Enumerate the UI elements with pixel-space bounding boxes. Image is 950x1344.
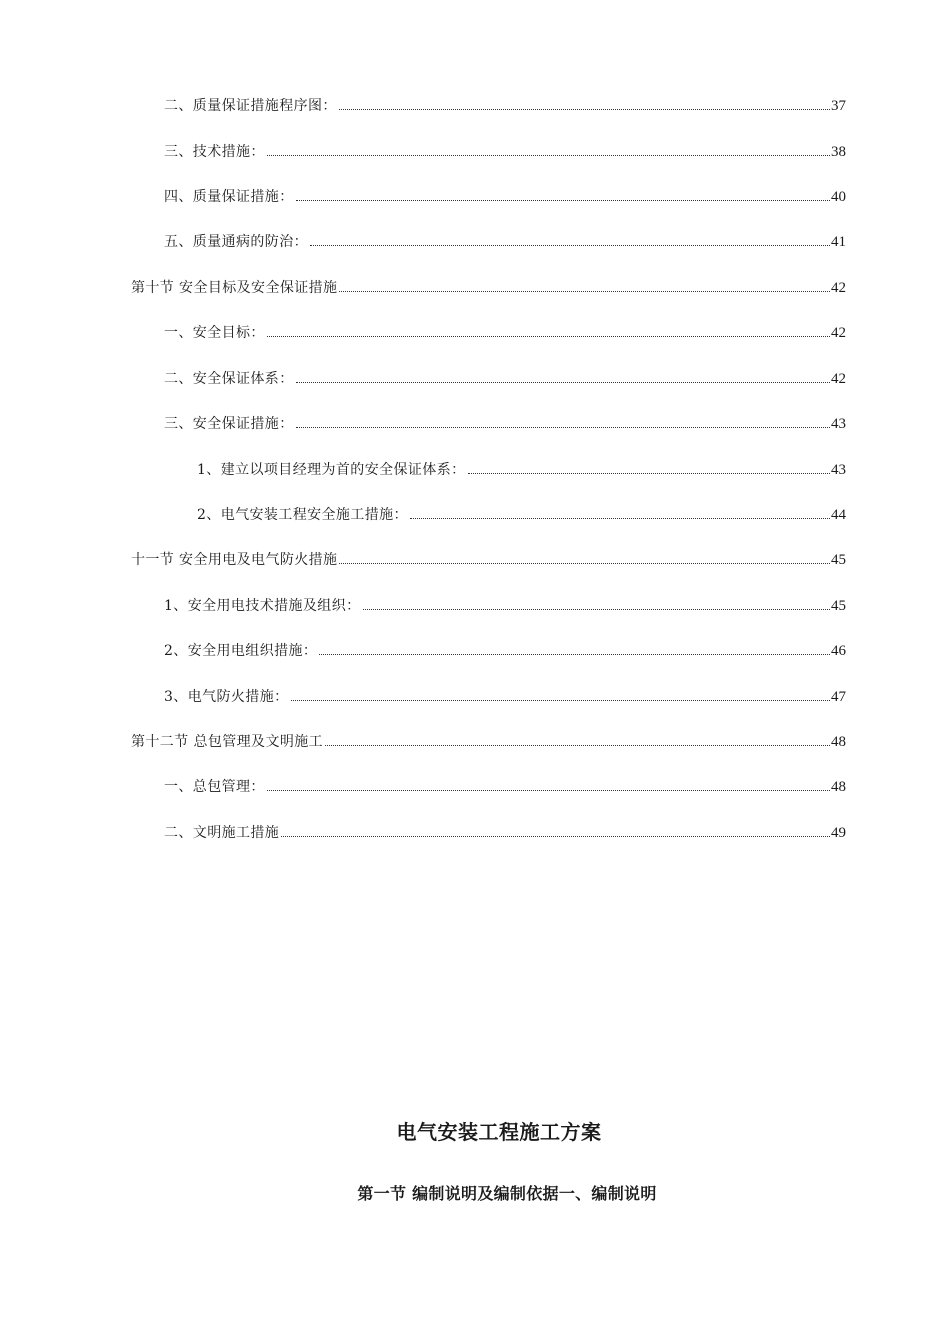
toc-entry-page: 42 xyxy=(831,325,846,341)
toc-entry-label: 1、建立以项目经理为首的安全保证体系： xyxy=(197,462,466,478)
toc-dot-leader xyxy=(267,336,830,337)
toc-entry[interactable] xyxy=(164,187,846,207)
toc-entry-label: 第十二节 总包管理及文明施工 xyxy=(131,734,324,750)
toc-entry-label: 2、安全用电组织措施： xyxy=(164,643,318,659)
toc-dot-leader xyxy=(310,245,830,246)
toc-entry-label: 一、安全目标： xyxy=(164,325,265,341)
toc-entry[interactable] xyxy=(164,596,846,616)
toc-entry-label: 二、质量保证措施程序图： xyxy=(164,98,337,114)
toc-entry-page: 49 xyxy=(831,825,846,841)
toc-entry[interactable] xyxy=(164,323,846,343)
toc-dot-leader xyxy=(363,609,830,610)
toc-entry-label: 十一节 安全用电及电气防火措施 xyxy=(131,552,338,568)
toc-dot-leader xyxy=(267,155,830,156)
toc-entry-label: 一、总包管理： xyxy=(164,779,265,795)
toc-entry-page: 42 xyxy=(831,371,846,387)
toc-entry[interactable] xyxy=(164,641,846,661)
toc-dot-leader xyxy=(267,790,830,791)
toc-entry-label: 二、安全保证体系： xyxy=(164,371,294,387)
toc-entry-page: 45 xyxy=(831,598,846,614)
toc-entry-label: 四、质量保证措施： xyxy=(164,189,294,205)
toc-entry[interactable] xyxy=(164,687,846,707)
toc-dot-leader xyxy=(468,473,830,474)
section-heading: 第一节 编制说明及编制依据一、编制说明 xyxy=(357,1184,657,1203)
toc-entry-page: 38 xyxy=(831,144,846,160)
toc-entry[interactable] xyxy=(164,142,846,162)
toc-entry-label: 2、电气安装工程安全施工措施： xyxy=(197,507,408,523)
toc-dot-leader xyxy=(339,563,830,564)
toc-dot-leader xyxy=(281,836,830,837)
toc-entry-page: 46 xyxy=(831,643,846,659)
toc-section-entry[interactable] xyxy=(131,732,846,752)
toc-section-entry[interactable] xyxy=(131,550,846,570)
toc-entry[interactable] xyxy=(164,232,846,252)
toc-entry-page: 37 xyxy=(831,98,846,114)
toc-dot-leader xyxy=(291,700,830,701)
toc-entry-page: 40 xyxy=(831,189,846,205)
toc-entry-page: 45 xyxy=(831,552,846,568)
toc-dot-leader xyxy=(339,291,830,292)
toc-entry-page: 47 xyxy=(831,689,846,705)
toc-entry-page: 44 xyxy=(831,507,846,523)
toc-entry-label: 三、技术措施： xyxy=(164,144,265,160)
document-title: 电气安装工程施工方案 xyxy=(396,1120,602,1144)
toc-entry[interactable] xyxy=(164,96,846,116)
toc-entry-label: 1、安全用电技术措施及组织： xyxy=(164,598,361,614)
toc-entry-page: 48 xyxy=(831,734,846,750)
toc-entry-page: 43 xyxy=(831,416,846,432)
toc-section-entry[interactable] xyxy=(131,278,846,298)
toc-entry-label: 二、文明施工措施 xyxy=(164,825,280,841)
toc-dot-leader xyxy=(319,654,830,655)
toc-entry[interactable] xyxy=(164,777,846,797)
toc-entry-page: 48 xyxy=(831,779,846,795)
toc-entry-page: 43 xyxy=(831,462,846,478)
toc-entry-label: 第十节 安全目标及安全保证措施 xyxy=(131,280,338,296)
toc-entry[interactable] xyxy=(164,414,846,434)
toc-dot-leader xyxy=(296,382,830,383)
toc-entry-label: 五、质量通病的防治： xyxy=(164,234,308,250)
toc-entry[interactable] xyxy=(164,823,846,843)
toc-dot-leader xyxy=(339,109,830,110)
toc-subentry[interactable] xyxy=(197,505,846,525)
toc-dot-leader xyxy=(325,745,830,746)
toc-subentry[interactable] xyxy=(197,460,846,480)
toc-entry[interactable] xyxy=(164,369,846,389)
toc-entry-page: 42 xyxy=(831,280,846,296)
toc-dot-leader xyxy=(410,518,830,519)
toc-dot-leader xyxy=(296,427,830,428)
toc-entry-label: 3、电气防火措施： xyxy=(164,689,289,705)
toc-entry-label: 三、安全保证措施： xyxy=(164,416,294,432)
toc-entry-page: 41 xyxy=(831,234,846,250)
toc-dot-leader xyxy=(296,200,830,201)
